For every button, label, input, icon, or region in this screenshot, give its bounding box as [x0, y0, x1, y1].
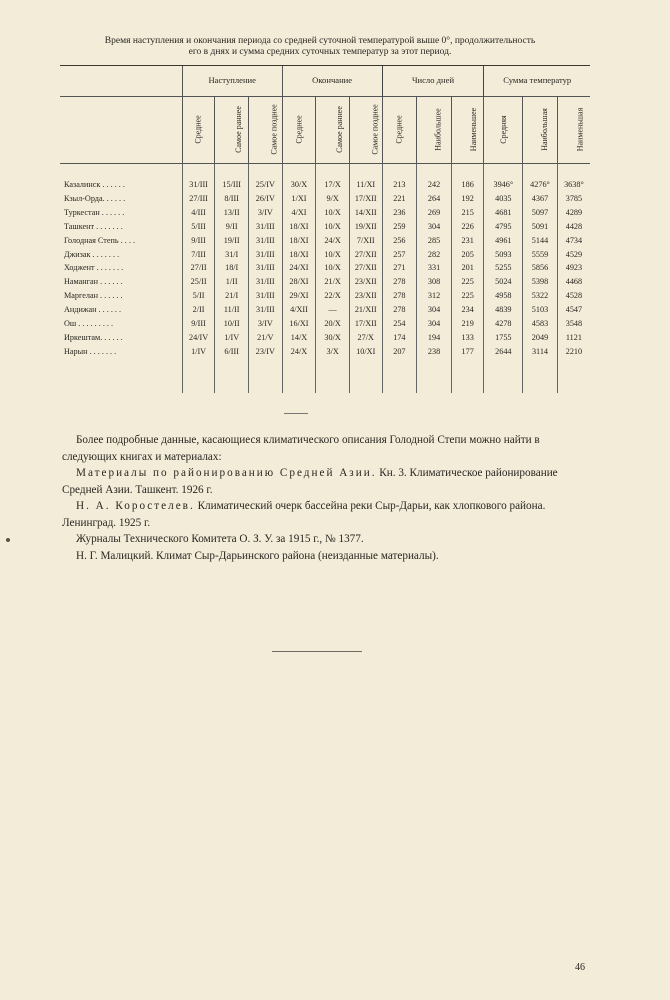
table-cell: 194 [417, 331, 452, 345]
table-row [60, 248, 590, 262]
column-header [523, 97, 558, 164]
column-header [451, 97, 484, 164]
column-header-label: Наибольшее [433, 108, 443, 151]
caption-line-2: его в днях и сумма средних суточных температур за этот период. [188, 47, 452, 57]
table-cell: 17/X [316, 178, 350, 192]
table-cell: 285 [417, 234, 452, 248]
station-name: Джизак . . . . . . . [64, 249, 120, 259]
table-cell: 4289 [557, 206, 590, 220]
table-cell: 31/III [249, 289, 283, 303]
table-cell: 192 [451, 192, 484, 206]
table-cell: 238 [417, 345, 452, 359]
table-cell: 219 [451, 317, 484, 331]
table-cell: 18/XI [282, 220, 316, 234]
reference-item [62, 548, 592, 565]
table-cell: 31/III [182, 178, 215, 192]
reference-title: Журналы Технического Комитета О. З. У. за 1915 г., № 1377. [76, 533, 364, 545]
table-cell: 21/XII [349, 303, 382, 317]
table-cell: 4681 [484, 206, 523, 220]
column-header-label: Самое раннее [335, 106, 345, 153]
table-row [60, 192, 590, 206]
table-cell: 264 [417, 192, 452, 206]
table-cell: 231 [451, 234, 484, 248]
table-cell: 4958 [484, 289, 523, 303]
station-name: Голодная Степь . . . . [64, 235, 135, 245]
table-cell: 30/X [316, 331, 350, 345]
table-cell: 25/II [182, 275, 215, 289]
table-cell: 4/III [182, 206, 215, 220]
station-name: Ходжент . . . . . . . [64, 263, 124, 273]
reference-details: Кн. 3. Климатическое районирование Средней Азии. Ташкент. 1926 г. [62, 467, 558, 496]
table-cell: 256 [382, 234, 417, 248]
table-cell: 5144 [523, 234, 558, 248]
table-cell: 14/X [282, 331, 316, 345]
group-header: Число дней [382, 66, 484, 97]
table-cell: 19/II [215, 234, 249, 248]
table-cell: 4795 [484, 220, 523, 234]
table-cell: 133 [451, 331, 484, 345]
column-header-label: Самое позднее [370, 104, 380, 155]
table-cell: 4278 [484, 317, 523, 331]
table-cell: 278 [382, 303, 417, 317]
reference-details: Климатический очерк бассейна реки Сыр-Дарьи, как хлопкового района. Ленинград. 1925 г. [62, 500, 546, 529]
table-cell: 10/II [215, 317, 249, 331]
table-cell: 19/XII [349, 220, 382, 234]
table-cell: 31/III [249, 248, 283, 262]
table-cell: 308 [417, 275, 452, 289]
column-header-label: Самое раннее [234, 106, 244, 153]
table-row [60, 345, 590, 359]
table-row [60, 178, 590, 192]
table-cell: 23/XII [349, 275, 382, 289]
table-cell: 304 [417, 220, 452, 234]
table-cell: 28/XI [282, 275, 316, 289]
table-cell: 24/X [316, 234, 350, 248]
table-cell: 4583 [523, 317, 558, 331]
table-cell: 10/X [316, 261, 350, 275]
table-cell: 27/XII [349, 248, 382, 262]
table-cell: 10/X [316, 206, 350, 220]
column-header [282, 97, 316, 164]
header-corner [60, 97, 182, 164]
table-cell: 269 [417, 206, 452, 220]
table-cell: 11/XI [349, 178, 382, 192]
table-row [60, 261, 590, 275]
table-cell: 10/X [316, 248, 350, 262]
temperature-table [60, 65, 590, 393]
table-cell: 21/I [215, 289, 249, 303]
table-cell: 17/XII [349, 317, 382, 331]
reference-author: Н. Г. Малицкий. [76, 549, 154, 562]
column-header [249, 97, 283, 164]
station-name: Маргелан . . . . . . [64, 291, 123, 301]
group-header: Наступление [182, 66, 282, 97]
table-cell: 242 [417, 178, 452, 192]
table-row [60, 206, 590, 220]
table-cell: 4/XII [282, 303, 316, 317]
table-cell: 205 [451, 248, 484, 262]
station-name: Иркештам. . . . . . [64, 332, 123, 342]
header-corner [60, 66, 182, 97]
table-cell: 3/X [316, 345, 350, 359]
table-cell: 9/III [182, 234, 215, 248]
table-cell: 31/III [249, 234, 283, 248]
table-cell: 23/IV [249, 345, 283, 359]
column-header-label: Среднее [294, 115, 304, 144]
table-cell: 27/XII [349, 261, 382, 275]
table-cell: 3/IV [249, 317, 283, 331]
table-cell: 225 [451, 289, 484, 303]
table-cell: 3638° [557, 178, 590, 192]
table-cell: 10/XI [349, 345, 382, 359]
table-cell: 8/III [215, 192, 249, 206]
table-cell: 5024 [484, 275, 523, 289]
table-cell: 9/X [316, 192, 350, 206]
table-cell: 4035 [484, 192, 523, 206]
station-name: Ош . . . . . . . . . [64, 319, 114, 329]
table-cell: 4547 [557, 303, 590, 317]
station-name: Наманган . . . . . . [64, 277, 123, 287]
table-cell: 31/III [249, 275, 283, 289]
caption-line-1: Время наступления и окончания периода со средней суточной температурой выше 0°, продолжительность [104, 36, 536, 46]
table-cell: — [316, 303, 350, 317]
table-cell: 21/X [316, 275, 350, 289]
column-header [349, 97, 382, 164]
page-number: 46 [575, 962, 585, 973]
column-header-label: Наибольшая [539, 108, 549, 151]
table-cell: 30/X [282, 178, 316, 192]
table-header [60, 66, 590, 164]
table-cell: 236 [382, 206, 417, 220]
table-row [60, 275, 590, 289]
column-header-label: Наименьшая [575, 107, 585, 152]
table-body [60, 164, 590, 393]
table-cell: 1/II [215, 275, 249, 289]
station-name: Туркестан . . . . . . [64, 207, 125, 217]
table-cell: 31/III [249, 220, 283, 234]
table-cell: 259 [382, 220, 417, 234]
table-cell: 6/III [215, 345, 249, 359]
table-row [60, 317, 590, 331]
table-cell: 20/X [316, 317, 350, 331]
table-cell: 3548 [557, 317, 590, 331]
table-cell: 5/II [182, 289, 215, 303]
table-cell: 1755 [484, 331, 523, 345]
table-cell: 18/XI [282, 248, 316, 262]
table-cell: 15/III [215, 178, 249, 192]
table-cell: 234 [451, 303, 484, 317]
column-header [182, 97, 215, 164]
table-cell: 174 [382, 331, 417, 345]
reference-title: Материалы по районированию Средней Азии. [76, 467, 377, 479]
group-header: Окончание [282, 66, 382, 97]
table-cell: 186 [451, 178, 484, 192]
table-cell: 225 [451, 275, 484, 289]
table-cell: 2210 [557, 345, 590, 359]
table-cell: 24/XI [282, 261, 316, 275]
table-cell: 5856 [523, 261, 558, 275]
table-cell: 4734 [557, 234, 590, 248]
table-cell: 282 [417, 248, 452, 262]
table-cell: 1121 [557, 331, 590, 345]
section-divider [272, 651, 362, 652]
table-cell: 7/XII [349, 234, 382, 248]
table-cell: 4961 [484, 234, 523, 248]
table-cell: 9/II [215, 220, 249, 234]
table-cell: 213 [382, 178, 417, 192]
table-cell: 4428 [557, 220, 590, 234]
intro-paragraph: Более подробные данные, касающиеся климатического описания Голодной Степи можно найти в следующих книгах и материалах: [62, 434, 540, 463]
table-cell: 14/XII [349, 206, 382, 220]
table-cell: 5103 [523, 303, 558, 317]
table-row [60, 331, 590, 345]
table-cell: 4468 [557, 275, 590, 289]
table-cell: 257 [382, 248, 417, 262]
table-cell: 254 [382, 317, 417, 331]
table-cell: 4367 [523, 192, 558, 206]
table-cell: 1/XI [282, 192, 316, 206]
table-row [60, 234, 590, 248]
column-header-label: Наименьшее [469, 107, 479, 152]
column-header [316, 97, 350, 164]
table-cell: 304 [417, 303, 452, 317]
table-cell: 5093 [484, 248, 523, 262]
table-cell: 23/XII [349, 289, 382, 303]
table-cell: 11/II [215, 303, 249, 317]
table-row [60, 289, 590, 303]
column-header-label: Средняя [498, 115, 508, 144]
table-cell: 5097 [523, 206, 558, 220]
table-cell: 27/X [349, 331, 382, 345]
table-cell: 29/XI [282, 289, 316, 303]
table-cell: 4/XI [282, 206, 316, 220]
table-cell: 226 [451, 220, 484, 234]
table-row [60, 303, 590, 317]
table-cell: 27/II [182, 261, 215, 275]
table-end-mark [284, 413, 308, 414]
table-cell: 304 [417, 317, 452, 331]
table-cell: 5322 [523, 289, 558, 303]
table-cell: 13/II [215, 206, 249, 220]
table-cell: 10/X [316, 220, 350, 234]
reference-item [62, 531, 592, 548]
table-cell: 18/XI [282, 234, 316, 248]
station-name: Ташкент . . . . . . . [64, 221, 123, 231]
column-header-label: Среднее [194, 115, 204, 144]
table-cell: 3/IV [249, 206, 283, 220]
reference-author: Н. А. Коростелев. [76, 500, 195, 512]
table-cell: 24/IV [182, 331, 215, 345]
table-cell: 5255 [484, 261, 523, 275]
table-cell: 1/IV [182, 345, 215, 359]
table-cell: 9/III [182, 317, 215, 331]
table-cell: 5559 [523, 248, 558, 262]
table-cell: 26/IV [249, 192, 283, 206]
table-cell: 5398 [523, 275, 558, 289]
table-cell: 4839 [484, 303, 523, 317]
table-row [60, 220, 590, 234]
table-cell: 215 [451, 206, 484, 220]
table-cell: 278 [382, 275, 417, 289]
table-cell: 278 [382, 289, 417, 303]
table-caption [70, 36, 570, 58]
table-cell: 2049 [523, 331, 558, 345]
table-cell: 3785 [557, 192, 590, 206]
column-header-label: Среднее [394, 115, 404, 144]
table-cell: 25/IV [249, 178, 283, 192]
table-cell: 3114 [523, 345, 558, 359]
table-cell: 21/V [249, 331, 283, 345]
table-cell: 31/I [215, 248, 249, 262]
column-header [557, 97, 590, 164]
station-name: Андижан . . . . . . [64, 305, 122, 315]
table-cell: 3946° [484, 178, 523, 192]
references-text [62, 432, 592, 564]
table-cell: 5/III [182, 220, 215, 234]
table-cell: 24/X [282, 345, 316, 359]
reference-item [62, 465, 592, 498]
reference-details: Климат Сыр-Дарьинского района (неизданные материалы). [153, 549, 439, 562]
station-name: Нарын . . . . . . . [64, 346, 117, 356]
table-cell: 221 [382, 192, 417, 206]
table-cell: 31/III [249, 303, 283, 317]
column-header-label: Самое позднее [269, 104, 279, 155]
table-cell: 2/II [182, 303, 215, 317]
table-cell: 177 [451, 345, 484, 359]
table-cell: 7/III [182, 248, 215, 262]
table-cell: 5091 [523, 220, 558, 234]
table-cell: 4528 [557, 289, 590, 303]
column-header [417, 97, 452, 164]
table-cell: 271 [382, 261, 417, 275]
group-header: Сумма температур [484, 66, 590, 97]
column-header [382, 97, 417, 164]
table-cell: 207 [382, 345, 417, 359]
column-header [215, 97, 249, 164]
table-cell: 31/III [249, 261, 283, 275]
page-speck [6, 538, 10, 542]
station-name: Казалинск . . . . . . [64, 180, 125, 189]
table-cell: 312 [417, 289, 452, 303]
table-cell: 4923 [557, 261, 590, 275]
table-cell: 2644 [484, 345, 523, 359]
column-header [484, 97, 523, 164]
table-cell: 331 [417, 261, 452, 275]
table-cell: 16/XI [282, 317, 316, 331]
table-cell: 4529 [557, 248, 590, 262]
table-cell: 17/XII [349, 192, 382, 206]
table-cell: 18/I [215, 261, 249, 275]
table-cell: 22/X [316, 289, 350, 303]
table-cell: 4276° [523, 178, 558, 192]
reference-item [62, 498, 592, 531]
station-name: Кзыл-Орда. . . . . . [64, 193, 126, 203]
table-cell: 1/IV [215, 331, 249, 345]
table-cell: 27/III [182, 192, 215, 206]
table-cell: 201 [451, 261, 484, 275]
